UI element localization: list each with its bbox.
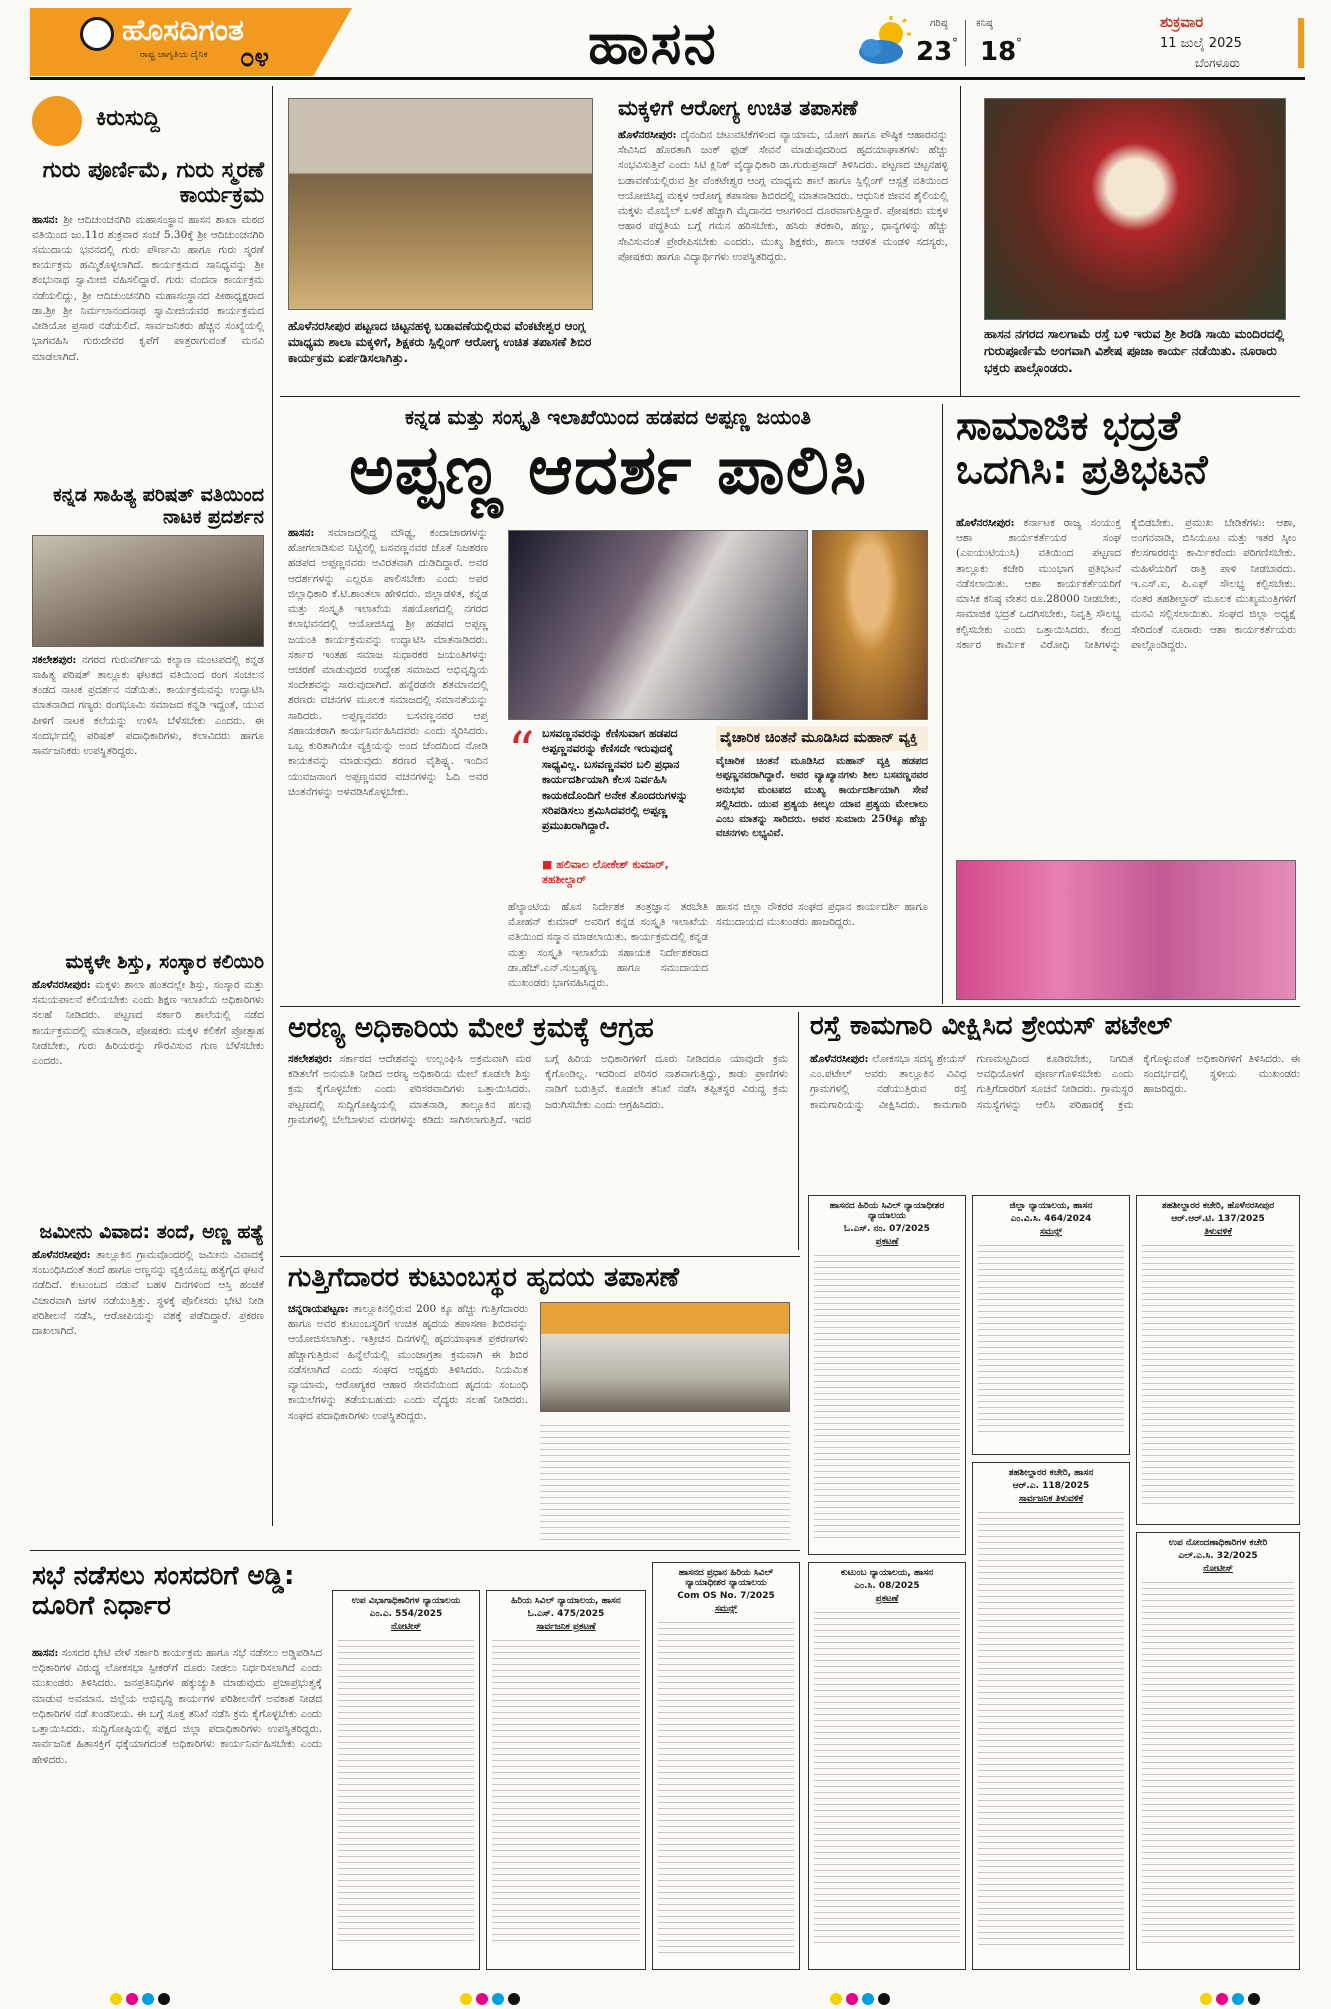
article-title: ಮಕ್ಕಳೇ ಶಿಸ್ತು, ಸಂಸ್ಕಾರ ಕಲಿಯಿರಿ [65, 951, 264, 973]
quote-box-left [508, 722, 704, 891]
sai-mandir-photo [984, 98, 1286, 320]
notice-reference: ಎಂ.ಸಿ. 08/2025 [854, 1581, 920, 1591]
reg-dot [846, 1993, 858, 2005]
temp-max-label: ಗರಿಷ್ಠ [930, 18, 948, 29]
section-rule [280, 1006, 1300, 1007]
body-text: ಹೆಲ್ಯಾಂಟಿಯ ಹೊಸ ನಿರ್ದೇಶಕ ತಂತ್ರಜ್ಞಾನ ತರಬೇತಿ ಮೋಹನ್ ಕುಮಾರ್ ಅವರಿಗೆ ಕನ್ನಡ ಸಂಸ್ಕೃತಿ ಇಲಾಖೆಯ ವತಿಯಿಂದ ಸನ್ಮಾನ ಮಾಡಲಾಯಿತು. ಕಾರ್ಯಕ್ರಮದಲ್ಲಿ ಕನ್ನಡ ಮತ್ತು ಸಂಸ್ಕೃತಿ ಇಲಾಖೆಯ ಸಹಾಯಕ ನಿರ್ದೇಶಕರಾದ ಡಾ.ಹೆಚ್.ಎನ್.ಸುಬ್ರಹ್ಮಣ್ಯ ಹಾಗೂ ಸಮುದಾಯದ ಮುಖಂಡರು ಭಾಗವಹಿಸಿದ್ದರು. [508, 901, 708, 990]
dateline: ಹೊಳೆನರಸೀಪುರ: [32, 1248, 91, 1261]
notice-text [658, 1617, 794, 1957]
reg-dot [508, 1993, 520, 2005]
reg-dot [878, 1993, 890, 2005]
body-text: ಸಂಸದರ ಭೇಟಿ ವೇಳೆ ಸರ್ಕಾರಿ ಕಾರ್ಯಕ್ರಮ ಹಾಗೂ ಸಭೆ ನಡೆಸಲು ಅಡ್ಡಿಪಡಿಸಿದ ಅಧಿಕಾರಿಗಳ ವಿರುದ್ಧ ಲೋಕಸಭಾ ಸ್ಪೀಕರ್‌ಗೆ ದೂರು ನೀಡಲು ನಿರ್ಧರಿಸಲಾಗಿದೆ ಎಂದು ಮುಖಂಡರು ತಿಳಿಸಿದರು. ಜನಪ್ರತಿನಿಧಿಗಳ ಹಕ್ಕುಚ್ಯುತಿ ಮಾಡುವುದು ಪ್ರಜಾಪ್ರಭುತ್ವಕ್ಕೆ ಮಾಡುವ ಅವಮಾನ. ಜಿಲ್ಲೆಯ ಅಭಿವೃದ್ಧಿ ಕಾರ್ಯಗಳ ಪರಿಶೀಲನೆಗೆ ಅವಕಾಶ ನೀಡದ ಅಧಿಕಾರಿಗಳ ನಡೆ ಖಂಡನೀಯ. ಈ ಬಗ್ಗೆ ಸೂಕ್ತ ತನಿಖೆ ನಡೆಸಿ ಕ್ರಮ ಕೈಗೊಳ್ಳಬೇಕು ಎಂದು ಒತ್ತಾಯಿಸಿದರು. ಸುದ್ದಿಗೋಷ್ಠಿಯಲ್ಲಿ ಪಕ್ಷದ ಜಿಲ್ಲಾ ಪದಾಧಿಕಾರಿಗಳು ಉಪಸ್ಥಿತರಿದ್ದರು. ಸಾರ್ವಜನಿಕ ಹಿತಾಸಕ್ತಿಗೆ ಧಕ್ಕೆಯಾಗದಂತೆ ಅಧಿಕಾರಿಗಳು ಕಾರ್ಯನಿರ್ವಹಿಸಬೇಕು ಎಂದು ಹೇಳಿದರು. [32, 1647, 322, 1766]
body-text: ತಾಲ್ಲೂಕಿನ ಗ್ರಾಮವೊಂದರಲ್ಲಿ ಜಮೀನು ವಿವಾದಕ್ಕೆ ಸಂಬಂಧಿಸಿದಂತೆ ತಂದೆ ಹಾಗೂ ಅಣ್ಣನನ್ನು ವ್ಯಕ್ತಿಯೊಬ್ಬ ಹತ್ಯೆಗೈದ ಘಟನೆ ನಡೆದಿದೆ. ಕುಟುಂಬದ ನಡುವೆ ಬಹಳ ದಿನಗಳಿಂದ ಆಸ್ತಿ ಹಂಚಿಕೆ ವಿಚಾರವಾಗಿ ಜಗಳ ನಡೆಯುತ್ತಿತ್ತು. ಸ್ಥಳಕ್ಕೆ ಪೊಲೀಸರು ಭೇಟಿ ನೀಡಿ ಪರಿಶೀಲನೆ ನಡೆಸಿ, ಆರೋಪಿಯನ್ನು ವಶಕ್ಕೆ ಪಡೆದಿದ್ದಾರೆ. ಪ್ರಕರಣ ದಾಖಲಾಗಿದೆ. [32, 1248, 264, 1337]
reg-dot [830, 1993, 842, 2005]
masthead [30, 8, 1305, 80]
edition-name: ಹಾಸನ [588, 9, 718, 77]
notice-heading: ಜಿಲ್ಲಾ ನ್ಯಾಯಾಲಯ, ಹಾಸನ [1009, 1201, 1093, 1211]
dateline: ಹಾಸನ: [32, 1647, 59, 1659]
notice-heading: ಕುಟುಂಬ ನ್ಯಾಯಾಲಯ, ಹಾಸನ [840, 1568, 934, 1578]
notice-text [492, 1635, 640, 1945]
legal-notice [972, 1462, 1130, 1970]
notice-type: ಸಮನ್ಸ್ [714, 1604, 738, 1614]
meeting-body [32, 1646, 322, 1986]
reg-dot [476, 1993, 488, 2005]
notice-heading: ತಹಶೀಲ್ದಾರರ ಕಚೇರಿ, ಹಾಸನ [1008, 1468, 1094, 1478]
section-rule [280, 396, 1300, 397]
legal-notice [808, 1562, 966, 1970]
legal-notice [1136, 1532, 1300, 1970]
column-rule [960, 86, 961, 396]
article-title: ಜಮೀನು ವಿವಾದ: ತಂದೆ, ಅಣ್ಣ ಹತ್ಯೆ [39, 1221, 264, 1243]
masthead-accent-bar [1298, 18, 1304, 68]
column-rule [798, 1012, 799, 1250]
reg-dot [1216, 1993, 1228, 2005]
article-photo [32, 535, 264, 647]
body-text: ಕರ್ನಾಟಕ ರಾಜ್ಯ ಸಂಯುಕ್ತ ಆಶಾ ಕಾರ್ಯಕರ್ತೆಯರ ಸಂಘ (ಎಐಯುಟಿಯುಸಿ) ವತಿಯಿಂದ ಪಟ್ಟಣದ ತಾಲ್ಲೂಕು ಕಚೇರಿ ಮುಂಭಾಗ ಪ್ರತಿಭಟನೆ ನಡೆಸಲಾಯಿತು. ಆಶಾ ಕಾರ್ಯಕರ್ತೆಯರಿಗೆ ಮಾಸಿಕ ಕನಿಷ್ಠ ವೇತನ ರೂ.28000 ನೀಡಬೇಕು, ಸಾಮಾಜಿಕ ಭದ್ರತೆ ಒದಗಿಸಬೇಕು, ನಿವೃತ್ತಿ ಸೌಲಭ್ಯ ಕಲ್ಪಿಸಬೇಕು ಎಂದು ಒತ್ತಾಯಿಸಿದರು. ಕೇಂದ್ರ ಸರ್ಕಾರ ಕಾರ್ಮಿಕ ವಿರೋಧಿ ನೀತಿಗಳನ್ನು ಕೈಬಿಡಬೇಕು. ಪ್ರಮುಖ ಬೇಡಿಕೆಗಳು: ಆಶಾ, ಅಂಗನವಾಡಿ, ಬಿಸಿಯೂಟ ಮತ್ತು ಇತರ ಸ್ಕೀಂ ಕೆಲಸಗಾರರನ್ನು ಕಾರ್ಮಿಕರೆಂದು ಪರಿಗಣಿಸಬೇಕು. ಮಹಿಳೆಯರಿಗೆ ರಾತ್ರಿ ಪಾಳಿ ನೀಡಬಾರದು. ಇ.ಎಸ್.ಐ, ಪಿ.ಎಫ್ ಸೌಲಭ್ಯ ಕಲ್ಪಿಸಬೇಕು. ನಂತರ ತಹಶೀಲ್ದಾರ್ ಮೂಲಕ ಮುಖ್ಯಮಂತ್ರಿಗಳಿಗೆ ಮನವಿ ಸಲ್ಲಿಸಲಾಯಿತು. ಸಂಘದ ಜಿಲ್ಲಾ ಅಧ್ಯಕ್ಷೆ ಸೇರಿದಂತೆ ನೂರಾರು ಆಶಾ ಕಾರ್ಯಕರ್ತೆಯರು ಪಾಲ್ಗೊಂಡಿದ್ದರು. [956, 517, 1296, 651]
notice-reference: ಎಂ.ಎ. 554/2025 [369, 1609, 443, 1619]
notice-text [814, 1250, 960, 1540]
notice-reference: ಆರ್.ಎ. 118/2025 [1012, 1481, 1090, 1491]
health-check-body [618, 128, 948, 388]
contractors-title: ಗುತ್ತಿಗೆದಾರರ ಕುಟುಂಬಸ್ಥರ ಹೃದಯ ತಪಾಸಣೆ [288, 1262, 680, 1293]
article-makkale [32, 952, 264, 1200]
reg-dot [1200, 1993, 1212, 2005]
school-photo-caption: ಹೊಳೆನರಸೀಪುರ ಪಟ್ಟಣದ ಚಿಟ್ಟನಹಳ್ಳಿ ಬಡಾವಣೆಯಲ್ಲಿರುವ ವೆಂಕಟೇಶ್ವರ ಆಂಗ್ಲ ಮಾಧ್ಯಮ ಶಾಲಾ ಮಕ್ಕಳಿಗೆ, ಶಿಕ್ಷಕರು ಸ್ಪಿಲ್ಲಿಂಗ್ ಆರೋಗ್ಯ ಉಚಿತ ತಪಾಸಣೆ ಶಿಬಿರ ಕಾರ್ಯಕ್ರಮ ಏರ್ಪಡಿಸಲಾಗಿತ್ತು. [288, 319, 592, 366]
notice-type: ನೋಟೀಸ್ [391, 1622, 421, 1632]
sai-mandir-caption: ಹಾಸನ ನಗರದ ಸಾಲಗಾಮೆ ರಸ್ತೆ ಬಳಿ ಇರುವ ಶ್ರೀ ಶಿರಡಿ ಸಾಯಿ ಮಂದಿರದಲ್ಲಿ ಗುರುಪೂರ್ಣಿಮೆ ಅಂಗವಾಗಿ ವಿಶೇಷ ಪೂಜಾ ಕಾರ್ಯ ನಡೆಯಿತು. ನೂರಾರು ಭಕ್ತರು ಪಾಲ್ಗೊಂಡರು. [984, 326, 1285, 375]
lead-body-continued [716, 900, 928, 996]
kirusuddi-label: ಕಿರುಸುದ್ದಿ [96, 106, 160, 131]
lead-kicker: ಕನ್ನಡ ಮತ್ತು ಸಂಸ್ಕೃತಿ ಇಲಾಖೆಯಿಂದ ಹಡಪದ ಅಪ್ಪಣ್ಣ ಜಯಂತಿ [405, 405, 811, 429]
notice-reference: Com OS No. 7/2025 [677, 1591, 775, 1601]
registration-marks [110, 1990, 174, 2009]
kirusuddi-badge [32, 96, 222, 146]
reg-dot [142, 1993, 154, 2005]
notice-type: ಸಮನ್ಸ್ [1039, 1227, 1063, 1237]
notice-reference: ಎಂ.ವಿ.ಸಿ. 464/2024 [1010, 1214, 1092, 1224]
column-rule [942, 404, 943, 1004]
forest-officer-title: ಅರಣ್ಯ ಅಧಿಕಾರಿಯ ಮೇಲೆ ಕ್ರಮಕ್ಕೆ ಆಗ್ರಹ [288, 1011, 654, 1044]
lead-photo-portrait [812, 530, 928, 720]
registration-marks [1200, 1990, 1264, 2009]
lead-body [288, 526, 488, 996]
protest-photo [956, 860, 1296, 1000]
notice-heading: ಹಿರಿಯ ಸಿವಿಲ್ ನ್ಯಾಯಾಲಯ, ಹಾಸನ [511, 1596, 621, 1606]
temp-min: 18 [980, 37, 1017, 67]
legal-notice [972, 1195, 1130, 1455]
body-text: ದೈನಂದಿನ ಚಟುವಟಿಕೆಗಳಿಂದ ವ್ಯಾಯಾಮ, ಯೋಗ ಹಾಗೂ ಪೌಷ್ಠಿಕ ಆಹಾರವನ್ನು ಸೇವಿಸಿದ ಹೊರತಾಗಿ ಜಂಕ್ ಫುಡ್ ಸೇವನೆ ಮಾಡುವುದರಿಂದ ಹೃದಯಾಘಾತಗಳು ಹೆಚ್ಚು ಸಂಭವಿಸುತ್ತಿವೆ ಎಂದು ಸಿಟಿ ಕ್ಲಿನಿಕ್ ವೈದ್ಯಾಧಿಕಾರಿ ಡಾ.ಗುರುಪ್ರಸಾದ್ ತಿಳಿಸಿದರು. ಪಟ್ಟಣದ ಚಿಟ್ಟನಹಳ್ಳಿ ಬಡಾವಣೆಯಲ್ಲಿರುವ ಶ್ರೀ ವೆಂಕಟೇಶ್ವರ ಆಂಗ್ಲ ಮಾಧ್ಯಮ ಶಾಲೆ ಹಾಗೂ ಸ್ಪಿಲ್ಲಿಂಗ್ ಆಸ್ಪತ್ರೆ ವತಿಯಿಂದ ಆಯೋಜಿಸಿದ್ದ ಮಕ್ಕಳ ಆರೋಗ್ಯ ತಪಾಸಣಾ ಶಿಬಿರದಲ್ಲಿ ಮಾತನಾಡಿದರು. ಆಧುನಿಕ ಜೀವನ ಶೈಲಿಯಲ್ಲಿ ಮಕ್ಕಳು ಮೊಬೈಲ್ ಬಳಕೆ ಹೆಚ್ಚಾಗಿ ಮೈದಾನದ ಆಟಗಳಿಂದ ದೂರವಾಗುತ್ತಿದ್ದಾರೆ. ಪೋಷಕರು ಮಕ್ಕಳ ಆಹಾರ ಪದ್ಧತಿಯ ಬಗ್ಗೆ ಗಮನ ಹರಿಸಬೇಕು, ಹಸಿರು ತರಕಾರಿ, ಹಣ್ಣು, ಧಾನ್ಯಗಳನ್ನು ಹೆಚ್ಚು ಸೇವಿಸುವಂತೆ ಪ್ರೇರೇಪಿಸಬೇಕು ಎಂದರು. ಮುಖ್ಯ ಶಿಕ್ಷಕರು, ಶಾಲಾ ಆಡಳಿತ ಮಂಡಳಿ ಸದಸ್ಯರು, ಪೋಷಕರು ಹಾಗೂ ವಿದ್ಯಾರ್ಥಿಗಳು ಉಪಸ್ಥಿತರಿದ್ದರು. [618, 129, 948, 263]
protest-title: ಸಾಮಾಜಿಕ ಭದ್ರತೆ ಒದಗಿಸಿ: ಪ್ರತಿಭಟನೆ [956, 403, 1208, 493]
notice-reference: ಓ.ಎಸ್. 475/2025 [527, 1609, 605, 1619]
lead-body-continued [508, 900, 708, 996]
notice-text [1142, 1240, 1294, 1505]
reg-dot [1232, 1993, 1244, 2005]
dateline: ಹಾಸನ: [288, 527, 315, 539]
road-work-body [810, 1052, 1300, 1187]
quote-mark-icon: “ [508, 722, 535, 782]
body-text: ತಾಲ್ಲೂಕಿನಲ್ಲಿರುವ 200 ಕ್ಕೂ ಹೆಚ್ಚು ಗುತ್ತಿಗೆದಾರರು ಹಾಗೂ ಅವರ ಕುಟುಂಬಸ್ಥರಿಗೆ ಉಚಿತ ಹೃದಯ ತಪಾಸಣಾ ಶಿಬಿರವನ್ನು ಆಯೋಜಿಸಲಾಗಿತ್ತು. ಇತ್ತೀಚಿನ ದಿನಗಳಲ್ಲಿ ಹೃದಯಾಘಾತ ಪ್ರಕರಣಗಳು ಹೆಚ್ಚಾಗುತ್ತಿರುವ ಹಿನ್ನೆಲೆಯಲ್ಲಿ ಮುಂಜಾಗ್ರತಾ ಕ್ರಮವಾಗಿ ಈ ಶಿಬಿರ ನಡೆಸಲಾಗಿದೆ ಎಂದು ಸಂಘದ ಅಧ್ಯಕ್ಷರು ತಿಳಿಸಿದರು. ನಿಯಮಿತ ವ್ಯಾಯಾಮ, ಆರೋಗ್ಯಕರ ಆಹಾರ ಸೇವನೆಯಿಂದ ಹೃದಯ ಸಂಬಂಧಿ ಕಾಯಿಲೆಗಳನ್ನು ತಡೆಯಬಹುದು ಎಂದು ವೈದ್ಯರು ಸಲಹೆ ನೀಡಿದರು. ಸಂಘದ ಪದಾಧಿಕಾರಿಗಳು ಉಪಸ್ಥಿತರಿದ್ದರು. [288, 1303, 528, 1422]
section-rule [280, 1256, 800, 1257]
temp-min-label: ಕನಿಷ್ಠ [976, 18, 993, 29]
weather-icon [855, 14, 915, 70]
lead-photo-stage [508, 530, 808, 720]
article-body [32, 978, 264, 1200]
reg-dot [126, 1993, 138, 2005]
quote-attribution: ■ ಹಲಿವಾಲ ಲೋಕೇಶ್ ಕುಮಾರ್, ತಹಶೀಲ್ದಾರ್ [542, 858, 669, 886]
reg-dot [460, 1993, 472, 2005]
registration-marks [830, 1990, 894, 2009]
notice-heading: ಉಪ ನೋಂದಣಾಧಿಕಾರಿಗಳ ಕಚೇರಿ [1168, 1538, 1268, 1548]
reg-dot [1248, 1993, 1260, 2005]
weekday: ಶುಕ್ರವಾರ [1160, 13, 1204, 31]
temp-min-unit: ° [1016, 36, 1022, 50]
notice-heading: ಉಪ ವಿಭಾಗಾಧಿಕಾರಿಗಳ ನ್ಯಾಯಾಲಯ [351, 1596, 461, 1606]
article-title: ಗುರು ಪೂರ್ಣಿಮೆ, ಗುರು ಸ್ಮರಣೆ ಕಾರ್ಯಕ್ರಮ [42, 158, 264, 209]
legal-notice [808, 1195, 966, 1555]
issue-date: 11 ಜುಲೈ 2025 [1160, 36, 1242, 51]
article-title: ಕನ್ನಡ ಸಾಹಿತ್ಯ ಪರಿಷತ್ ವತಿಯಿಂದ ನಾಟಕ ಪ್ರದರ್ಶನ [53, 484, 264, 528]
article-body [32, 213, 264, 518]
temp-max-unit: ° [952, 36, 958, 50]
health-check-title: ಮಕ್ಕಳಿಗೆ ಆರೋಗ್ಯ ಉಚಿತ ತಪಾಸಣೆ [618, 96, 858, 120]
hand-pointing-icon [32, 96, 82, 146]
dateline: ಹೊಳೆನರಸೀಪುರ: [618, 129, 677, 141]
legal-notice [486, 1590, 646, 1970]
column-rule [272, 86, 273, 1526]
quote-box-body: ವೈಚಾರಿಕ ಚಿಂತನೆ ಮೂಡಿಸಿದ ಮಹಾನ್ ವ್ಯಕ್ತಿ ಹಡಪದ ಅಪ್ಪಣ್ಣನವರಾಗಿದ್ದಾರೆ. ಅವರ ವ್ಯಾಖ್ಯಾನಗಳು ಶೀಲ ಬಸವಣ್ಣನವರ ಅನುಭವ ಮಂಟಪದ ಮುಖ್ಯ ಕಾರ್ಯದರ್ಶಿಯಾಗಿ ಸೇವೆ ಸಲ್ಲಿಸಿದರು. ಯುವ ಪ್ರತ್ಯಯ ಕೀಲ್ಕಲ ಯಾವ ಪ್ರತ್ಯಯ ಮೇಲಾಲು ಎಂಬ ಮಾತನ್ನು ಸಾರಿದರು. ಅವರ ಸುಮಾರು 250ಕ್ಕೂ ಹೆಚ್ಚು ವಚನಗಳು ಲಭ್ಯವಿವೆ. [716, 755, 928, 840]
forest-officer-body [288, 1052, 788, 1248]
quote-box-right [716, 726, 928, 891]
dateline: ಸಕಲೇಶಪುರ: [32, 653, 77, 666]
notice-type: ತಿಳುವಳಿಕೆ [1204, 1227, 1232, 1237]
contractors-body [288, 1302, 528, 1542]
body-text: ಲೋಕಸಭಾ ಸದಸ್ಯ ಶ್ರೇಯಸ್ ಎಂ.ಪಟೇಲ್ ಅವರು ತಾಲ್ಲೂಕಿನ ವಿವಿಧ ಗ್ರಾಮಗಳಲ್ಲಿ ನಡೆಯುತ್ತಿರುವ ರಸ್ತೆ ಕಾಮಗಾರಿಯನ್ನು ವೀಕ್ಷಿಸಿದರು. ಕಾಮಗಾರಿ ಗುಣಮಟ್ಟದಿಂದ ಕೂಡಿರಬೇಕು, ನಿಗದಿತ ಅವಧಿಯೊಳಗೆ ಪೂರ್ಣಗೊಳಿಸಬೇಕು ಎಂದು ಗುತ್ತಿಗೆದಾರರಿಗೆ ಸೂಚನೆ ನೀಡಿದರು. ಗ್ರಾಮಸ್ಥರ ಸಮಸ್ಯೆಗಳನ್ನು ಆಲಿಸಿ ಪರಿಹಾರಕ್ಕೆ ಕ್ರಮ ಕೈಗೊಳ್ಳುವಂತೆ ಅಧಿಕಾರಿಗಳಿಗೆ ತಿಳಿಸಿದರು. ಈ ಸಂದರ್ಭದಲ್ಲಿ ಸ್ಥಳೀಯ ಮುಖಂಡರು ಹಾಜರಿದ್ದರು. [810, 1053, 1300, 1111]
registration-marks [460, 1990, 524, 2009]
weather-divider [965, 20, 966, 66]
dateline: ಹೊಳೆನರಸೀಪುರ: [956, 517, 1015, 529]
notice-type: ಸಾರ್ವಜನಿಕ ಪ್ರಕಟಣೆ [536, 1622, 596, 1632]
legal-notice [332, 1590, 480, 1970]
quote-text: ಬಸವಣ್ಣನವರನ್ನು ಕೆಣಿಸುವಾಗ ಹಡಪದ ಅಪ್ಪಣ್ಣನವರನ್ನು ಕೆಣಿಸದೇ ಇರುವುದಕ್ಕೆ ಸಾಧ್ಯವಿಲ್ಲ. ಬಸವಣ್ಣನವರ ಬಲಿ ಪ್ರಧಾನ ಕಾರ್ಯದರ್ಶಿಯಾಗಿ ಕೆಲಸ ನಿರ್ವಹಿಸಿ ಕಾಯಕದೊಂದಿಗೆ ಅನೇಕ ತೊಂದರುಗಳನ್ನು ಸರಿಪಡಿಸಲು ಶ್ರಮಿಸಿದವರಲ್ಲಿ ಅಪ್ಪಣ್ಣ ಪ್ರಮುಖರಾಗಿದ್ದಾರೆ. [542, 727, 688, 833]
notice-reference: ಎಲ್.ಎ.ಸಿ. 32/2025 [1178, 1551, 1258, 1561]
legal-notice [1136, 1195, 1300, 1525]
article-body [32, 653, 264, 971]
dateline: ಹೊಳೆನರಸೀಪುರ: [32, 978, 91, 991]
road-work-title: ರಸ್ತೆ ಕಾಮಗಾರಿ ವೀಕ್ಷಿಸಿದ ಶ್ರೇಯಸ್ ಪಟೇಲ್ [810, 1011, 1173, 1041]
notice-type: ಸಾರ್ವಜನಿಕ ತಿಳುವಳಿಕೆ [1018, 1494, 1084, 1504]
issue-city: ಬೆಂಗಳೂರು [1195, 56, 1240, 70]
contractors-photo [540, 1302, 790, 1412]
article-guru-purnime [32, 158, 264, 518]
meeting-title: ಸಭೆ ನಡೆಸಲು ಸಂಸದರಿಗೆ ಅಡ್ಡಿ: ದೂರಿಗೆ ನಿರ್ಧಾರ [32, 1561, 295, 1621]
notice-type: ಪ್ರಕಟಣೆ [875, 1594, 899, 1604]
notice-type: ನೋಟೀಸ್ [1203, 1564, 1233, 1574]
notice-text [338, 1635, 474, 1945]
notice-reference: ಓ.ಎಸ್. ನಂ. 07/2025 [844, 1224, 930, 1234]
reg-dot [862, 1993, 874, 2005]
notice-heading: ಹಾಸನದ ಪ್ರಧಾನ ಹಿರಿಯ ಸಿವಿಲ್ ನ್ಯಾಯಾಧೀಶರ ನ್ಯಾಯಾಲಯ [678, 1568, 774, 1588]
notice-type: ಪ್ರಕಟಣೆ [875, 1237, 899, 1247]
body-text: ಸಮಾಜದಲ್ಲಿದ್ದ ಮೌಢ್ಯ, ಕಂದಾಚಾರಗಳನ್ನು ಹೋಗಲಾಡಿಸುವ ನಿಟ್ಟಿನಲ್ಲಿ ಬಸವಣ್ಣನವರ ಜೊತೆ ನಿಜಶರಣ ಹಡಪದ ಅಪ್ಪಣ್ಣನವರು ಅವಿರತವಾಗಿ ದುಡಿದಿದ್ದಾರೆ. ಅವರ ಆದರ್ಶಗಳನ್ನು ಎಲ್ಲರೂ ಪಾಲಿಸಬೇಕು ಎಂದು ಅಪರ ಜಿಲ್ಲಾಧಿಕಾರಿ ಕೆ.ಟಿ.ಶಾಂತಲಾ ಹೇಳಿದರು. ಜಿಲ್ಲಾಡಳಿತ, ಕನ್ನಡ ಮತ್ತು ಸಂಸ್ಕೃತಿ ಇಲಾಖೆಯ ಸಹಯೋಗದಲ್ಲಿ ನಗರದ ಕಲಾಭವನದಲ್ಲಿ ಆಯೋಜಿಸಿದ್ದ ಶ್ರೀ ಹಡಪದ ಅಪ್ಪಣ್ಣ ಜಯಂತಿ ಕಾರ್ಯಕ್ರಮವನ್ನು ಉದ್ಘಾಟಿಸಿ ಮಾತನಾಡಿದರು. ಸರ್ಕಾರ ಇಂತಹ ಸಮಾಜ ಸುಧಾರಕರ ಜಯಂತಿಗಳನ್ನು ಆಚರಣೆ ಮಾಡುವುದರ ಉದ್ದೇಶ ಸಮಾಜದ ಅಭಿವೃದ್ಧಿಯ ಸಂದೇಶವನ್ನು ಸಾರುವುದಾಗಿದೆ. ಹನ್ನೆರಡನೇ ಶತಮಾನದಲ್ಲಿ ಶರಣರು ವಚನಗಳ ಮೂಲಕ ಸಮಾಜದಲ್ಲಿ ಸಮಾನತೆಯನ್ನು ಸಾರಿದರು. ಅಪ್ಪಣ್ಣನವರು ಬಸವಣ್ಣನವರ ಆಪ್ತ ಸಹಾಯಕರಾಗಿ ಕಾರ್ಯನಿರ್ವಹಿಸಿದವರು ಎಂದು ಸ್ಮರಿಸಿದರು. ಒಬ್ಬ ಕುರಿತಾಗಿಯೇ ವ್ಯಕ್ತಿಯನ್ನು ಅಂದ ಚೆಂದದಿಂದ ನೋಡಿ ಕಾಯಕವನ್ನು ಮಾಡುವುದು ಶರಣರ ವೈಶಿಷ್ಟ್ಯ. ಇಂದಿನ ಯುವಜನಾಂಗ ಅಪ್ಪಣ್ಣನವರ ವಚನಗಳನ್ನು ಓದಿ ಅವರ ಚಿಂತನೆಗಳನ್ನು ಅಳವಡಿಸಿಕೊಳ್ಳಬೇಕು. [288, 527, 488, 798]
brand-name: ಹೊಸದಿಗಂತ [122, 13, 244, 48]
article-body [32, 1248, 264, 1538]
contractors-body-continued [540, 1420, 790, 1540]
body-text: ಸರ್ಕಾರದ ಆದೇಶವನ್ನು ಉಲ್ಲಂಘಿಸಿ ಅಕ್ರಮವಾಗಿ ಮರ ಕಡಿತಲೆಗೆ ಅನುಮತಿ ನೀಡಿದ ಅರಣ್ಯ ಅಧಿಕಾರಿಯ ಮೇಲೆ ಕೂಡಲೇ ಶಿಸ್ತು ಕ್ರಮ ಕೈಗೊಳ್ಳಬೇಕು ಎಂದು ಪರಿಸರವಾದಿಗಳು ಒತ್ತಾಯಿಸಿದರು. ಪಟ್ಟಣದಲ್ಲಿ ಸುದ್ದಿಗೋಷ್ಠಿಯಲ್ಲಿ ಮಾತನಾಡಿ, ತಾಲ್ಲೂಕಿನ ಹಲವು ಗ್ರಾಮಗಳಲ್ಲಿ ಬೆಲೆಬಾಳುವ ಮರಗಳನ್ನು ಕಡಿದು ಸಾಗಿಸಲಾಗುತ್ತಿದೆ. ಇದರ ಬಗ್ಗೆ ಹಿರಿಯ ಅಧಿಕಾರಿಗಳಿಗೆ ದೂರು ನೀಡಿದರೂ ಯಾವುದೇ ಕ್ರಮ ಕೈಗೊಂಡಿಲ್ಲ. ಇದರಿಂದ ಪರಿಸರ ನಾಶವಾಗುತ್ತಿದ್ದು, ಕಾಡು ಪ್ರಾಣಿಗಳು ನಾಡಿಗೆ ಬರುತ್ತಿವೆ. ಕೂಡಲೇ ತನಿಖೆ ನಡೆಸಿ ತಪ್ಪಿತಸ್ಥರ ವಿರುದ್ಧ ಕ್ರಮ ಜರುಗಿಸಬೇಕು ಎಂದು ಆಗ್ರಹಿಸಿದರು. [288, 1053, 788, 1126]
notice-reference: ಆರ್.ಆರ್.ಟಿ. 137/2025 [1171, 1214, 1265, 1224]
dateline: ಹಾಸನ: [32, 213, 59, 226]
notice-heading: ತಹಶೀಲ್ದಾರರ ಕಚೇರಿ, ಹೊಳೆನರಸೀಪುರ [1161, 1201, 1275, 1211]
article-nataka [32, 485, 264, 971]
page-number: ೦೪ [240, 43, 270, 73]
notice-text [978, 1507, 1124, 1947]
dateline: ಸಕಲೇಶಪುರ: [288, 1053, 333, 1065]
dateline: ಹೊಳೆನರಸೀಪುರ: [810, 1053, 869, 1065]
legal-notice [652, 1562, 800, 1970]
notice-text [814, 1607, 960, 1947]
dateline: ಚನ್ನರಾಯಪಟ್ಟಣ: [288, 1303, 349, 1315]
quote-box-title: ವೈಚಾರಿಕ ಚಿಂತನೆ ಮೂಡಿಸಿದ ಮಹಾನ್ ವ್ಯಕ್ತಿ [716, 726, 928, 751]
reg-dot [492, 1993, 504, 2005]
brand-logo-icon [80, 17, 114, 51]
notice-heading: ಹಾಸನದ ಹಿರಿಯ ಸಿವಿಲ್ ನ್ಯಾಯಾಧೀಶರ ನ್ಯಾಯಾಲಯ [829, 1201, 945, 1221]
notice-text [978, 1240, 1124, 1435]
body-text: ಮಕ್ಕಳು ಶಾಲಾ ಹಂತದಲ್ಲೇ ಶಿಸ್ತು, ಸಂಸ್ಕಾರ ಮತ್ತು ಸಮಯಪಾಲನೆ ಕಲಿಯಬೇಕು ಎಂದು ಶಿಕ್ಷಣ ಇಲಾಖೆಯ ಅಧಿಕಾರಿಗಳು ಸಲಹೆ ನೀಡಿದರು. ಪಟ್ಟಣದ ಸರ್ಕಾರಿ ಶಾಲೆಯಲ್ಲಿ ನಡೆದ ಕಾರ್ಯಕ್ರಮದಲ್ಲಿ ಮಾತನಾಡಿ, ಪೋಷಕರು ಮಕ್ಕಳ ಕಲಿಕೆಗೆ ಪ್ರೋತ್ಸಾಹ ನೀಡಬೇಕು, ಗುರು ಹಿರಿಯರನ್ನು ಗೌರವಿಸುವ ಗುಣ ಬೆಳೆಸಬೇಕು ಎಂದರು. [32, 978, 264, 1067]
section-rule [30, 1550, 800, 1551]
body-text: ಹಾಸನ ಜಿಲ್ಲಾ ನೌಕರರ ಸಂಘದ ಪ್ರಧಾನ ಕಾರ್ಯದರ್ಶಿ ಹಾಗೂ ಸಮುದಾಯದ ಮುಖಂಡರು ಹಾಜರಿದ್ದರು. [716, 901, 928, 929]
notice-text [1142, 1577, 1294, 1947]
reg-dot [110, 1993, 122, 2005]
article-jameenu [32, 1222, 264, 1538]
temp-max: 23 [916, 37, 953, 67]
lead-headline: ಅಪ್ಪಣ್ಣ ಆದರ್ಶ ಪಾಲಿಸಿ [348, 431, 868, 510]
body-text: ನಗರದ ಗುರುವರ್ಗೀಯ ಕಲ್ಯಾಣ ಮಂಟಪದಲ್ಲಿ ಕನ್ನಡ ಸಾಹಿತ್ಯ ಪರಿಷತ್ ತಾಲ್ಲೂಕು ಘಟಕದ ವತಿಯಿಂದ ರಂಗ ಸಂಚಲನ ತಂಡದ ನಾಟಕ ಪ್ರದರ್ಶನ ನಡೆಯಿತು. ಕಾರ್ಯಕ್ರಮವನ್ನು ಉದ್ಘಾಟಿಸಿ ಮಾತನಾಡಿದ ಗಣ್ಯರು ರಂಗಭೂಮಿ ಸಮಾಜದ ಕನ್ನಡಿ ಇದ್ದಂತೆ, ಯುವ ಪೀಳಿಗೆ ನಾಟಕ ಕಲೆಯನ್ನು ಉಳಿಸಿ ಬೆಳೆಸಬೇಕು ಎಂದರು. ಈ ಸಂದರ್ಭದಲ್ಲಿ ಪರಿಷತ್ ಪದಾಧಿಕಾರಿಗಳು, ಕಲಾವಿದರು ಹಾಗೂ ಸಾರ್ವಜನಿಕರು ಉಪಸ್ಥಿತರಿದ್ದರು. [32, 653, 264, 757]
brand-tagline: ರಾಷ್ಟ್ರ ಜಾಗೃತಿಯ ದೈನಿಕ [140, 50, 208, 60]
protest-body [956, 516, 1296, 834]
school-group-photo [288, 98, 593, 310]
reg-dot [158, 1993, 170, 2005]
body-text: ಶ್ರೀ ಆದಿಚುಂಚನಗಿರಿ ಮಹಾಸಂಸ್ಥಾನ ಹಾಸನ ಶಾಖಾ ಮಠದ ವತಿಯಿಂದ ಜು.11ರ ಶುಕ್ರವಾರ ಸಂಜೆ 5.30ಕ್ಕೆ ಶ್ರೀ ಆದಿಚುಂಚನಗಿರಿ ಸಮುದಾಯ ಭವನದಲ್ಲಿ ಗುರು ಪೌರ್ಣಮಿ ಹಾಗೂ ಗುರು ಸ್ಮರಣೆ ಕಾರ್ಯಕ್ರಮ ಹಮ್ಮಿಕೊಳ್ಳಲಾಗಿದೆ. ಕಾರ್ಯಕ್ರಮದ ಸಾನಿಧ್ಯವನ್ನು ಶ್ರೀ ಶಂಭುನಾಥ ಸ್ವಾಮೀಜಿ ವಹಿಸಲಿದ್ದಾರೆ. ಗುರು ವಂದನಾ ಕಾರ್ಯಕ್ರಮ ನಡೆಯಲಿದ್ದು, ಶ್ರೀ ಆದಿಚುಂಚನಗಿರಿ ಮಹಾಸಂಸ್ಥಾನದ ಪೀಠಾಧ್ಯಕ್ಷರಾದ ಡಾ.ಶ್ರೀ ಶ್ರೀ ನಿರ್ಮಲಾನಂದನಾಥ ಸ್ವಾಮೀಜಿಯವರ ಕಾರ್ಯಕ್ರಮದ ವೀಡಿಯೋ ಪ್ರಸಾರ ನಡೆಯಲಿದೆ. ಸಾರ್ವಜನಿಕರು ಹೆಚ್ಚಿನ ಸಂಖ್ಯೆಯಲ್ಲಿ ಭಾಗವಹಿಸಿ ಗುರುದೇವರ ಕೃಪೆಗೆ ಪಾತ್ರರಾಗುವಂತೆ ಮನವಿ ಮಾಡಲಾಗಿದೆ. [32, 213, 264, 363]
